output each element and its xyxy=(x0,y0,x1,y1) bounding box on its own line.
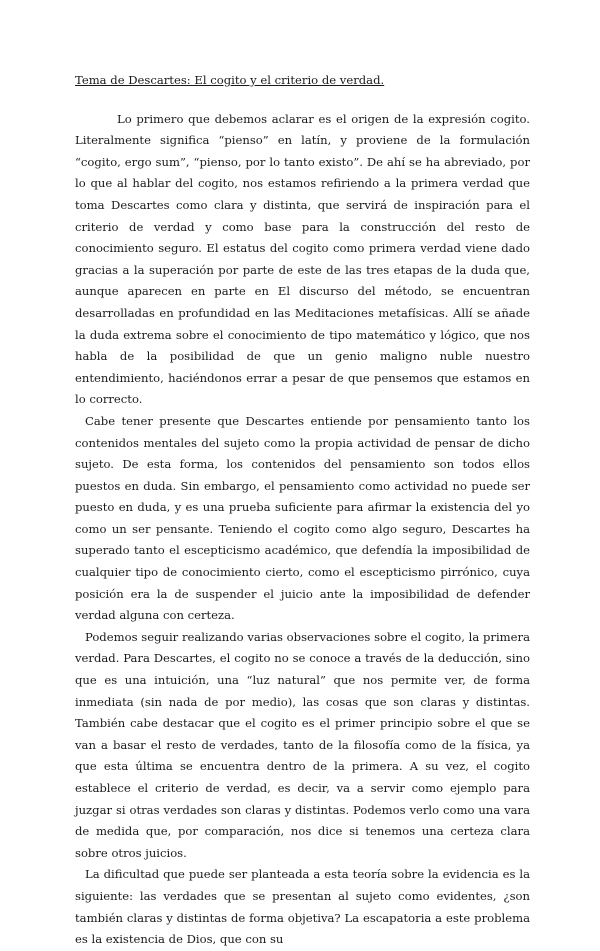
document-page xyxy=(75,70,530,951)
paragraph-1: Lo primero que debemos aclarar es el origen de la expresión cogito. Literalmente significa “pienso” en latín, y proviene de la formulación “cogito, ergo sum”, “pienso, por lo tanto existo”. De ahí se ha abreviado, por lo que al hablar del cogito, nos estamos refiriendo a la primera verdad que toma Descartes como clara y distinta, que servirá de inspiración para el criterio de verdad y como base para la construcción del resto de conocimiento seguro. El estatus del cogito como primera verdad viene dado gracias a la superación por parte de este de las tres etapas de la duda que, aunque aparecen en parte en El discurso del método, se encuentran desarrolladas en profundidad en las Meditaciones metafísicas. Allí se añade la duda extrema sobre el conocimiento de tipo matemático y lógico, que nos habla de la posibilidad de que un genio maligno nuble nuestro entendimiento, haciéndonos errar a pesar de que pensemos que estamos en lo correcto. xyxy=(75,111,530,407)
paragraph-2: Cabe tener presente que Descartes entiende por pensamiento tanto los contenidos mentales del sujeto como la propia actividad de pensar de dicho sujeto. De esta forma, los contenidos del pensamiento son todos ellos puestos en duda. Sin embargo, el pensamiento como actividad no puede ser puesto en duda, y es una prueba suficiente para afirmar la existencia del yo como un ser pensante. Teniendo el cogito como algo seguro, Descartes ha superado tanto el escepticismo académico, que defendía la imposibilidad de cualquier tipo de conocimiento cierto, como el escepticismo pirrónico, cuya posición era la de suspender el juicio ante la imposibilidad de defender verdad alguna con certeza. xyxy=(75,413,530,623)
paragraph-3: Podemos seguir realizando varias observaciones sobre el cogito, la primera verdad. Para Descartes, el cogito no se conoce a través de la deducción, sino que es una intuición, una “luz natural” que nos permite ver, de forma inmediata (sin nada de por medio), las cosas que son claras y distintas. También cabe destacar que el cogito es el primer principio sobre el que se van a basar el resto de verdades, tanto de la filosofía como de la física, ya que esta última se encuentra dentro de la primera. A su vez, el cogito establece el criterio de verdad, es decir, va a servir como ejemplo para juzgar si otras verdades son claras y distintas. Podemos verlo como una vara de medida que, por comparación, nos dice si tenemos una certeza clara sobre otros juicios. xyxy=(75,629,530,860)
paragraph-4: La dificultad que puede ser planteada a esta teoría sobre la evidencia es la siguiente: las verdades que se presentan al sujeto como evidentes, ¿son también claras y distintas de forma objetiva? La escapatoria a este problema es la existencia de Dios, que con su xyxy=(75,867,530,947)
document-title: Tema de Descartes: El cogito y el criterio de verdad. xyxy=(75,73,385,87)
